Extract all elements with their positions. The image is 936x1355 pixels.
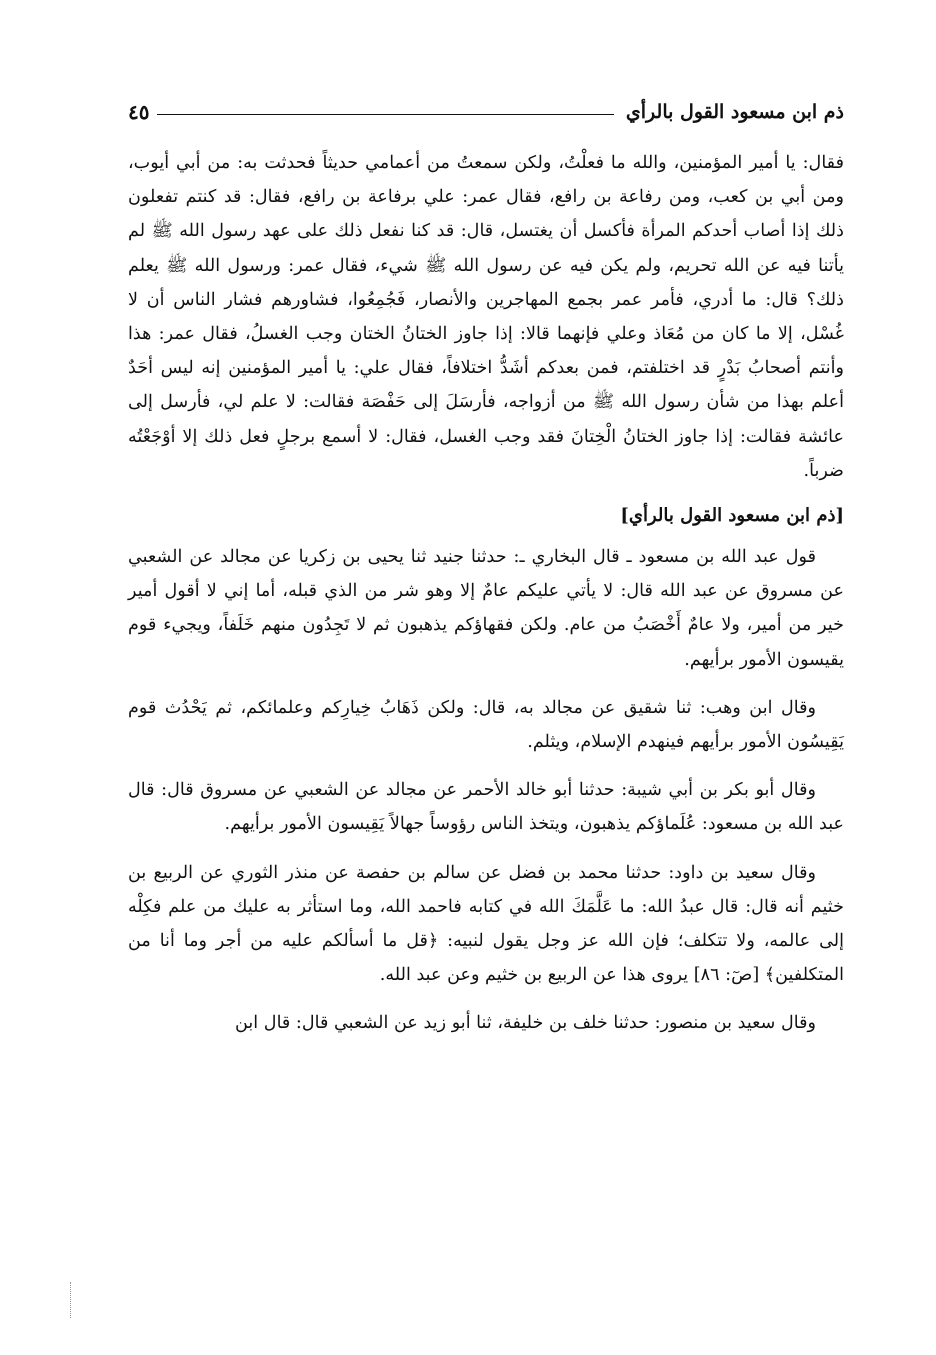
page-edge-mark: [70, 1282, 72, 1318]
running-title: ذم ابن مسعود القول بالرأي: [625, 101, 844, 123]
paragraph-4: وقال أبو بكر بن أبي شيبة: حدثنا أبو خالد الأحمر عن مجالد عن الشعبي عن مسروق قال: قال عبد الله بن مسعود: عُلَماؤكم يذهبون، ويتخذ الناس رؤوساً جهالاً يَقِيسون الأمور برأيهم.: [128, 780, 844, 835]
paragraph-6: وقال سعيد بن منصور: حدثنا خلف بن خليفة، ثنا أبو زيد عن الشعبي قال: قال ابن: [235, 1013, 816, 1034]
body-text: [128, 146, 844, 1041]
paragraph-1: فقال: يا أمير المؤمنين، والله ما فعلْتُ، ولكن سمعتُ من أعمامي حديثاً فحدثت به: من أبي أيوب، ومن أبي بن كعب، ومن رفاعة بن رافع، فقال عمر: علي برفاعة بن رافع، فقال: قد كنتم تفعلون ذلك إذا أصاب أحدكم المرأة فأكسل أن يغتسل، قال: قد كنا نفعل ذلك على عهد رسول الله ﷺ لم يأتنا فيه عن الله تحريم، ولم يكن فيه عن رسول الله ﷺ شيء، فقال عمر: ورسول الله ﷺ يعلم ذلك؟ قال: ما أدري، فأمر عمر بجمع المهاجرين والأنصار، فَجُمِعُوا، فشاورهم فشار الناس أن لا غُسْل، إلا ما كان من مُعَاذ وعلي فإنهما قالا: إذا جاوز الختانُ الختان وجب الغسلُ، فقال عمر: هذا وأنتم أصحابُ بَدْرٍ قد اختلفتم، فمن بعدكم أشَدُّ اختلافاً، فقال علي: يا أمير المؤمنين إنه ليس أحَدٌ أعلم بهذا من شأن رسول الله ﷺ من أزواجه، فأرسَلَ إلى حَفْصَة فقالت: لا علم لي، فأرسل إلى عائشة فقالت: إذا جاوز الختانُ الْخِتانَ فقد وجب الغسل، فقال: لا أسمع برجلٍ فعل ذلك إلا أوْجَعْتُه ضرباً.: [128, 153, 844, 481]
paragraph-5: وقال سعيد بن داود: حدثنا محمد بن فضل عن سالم بن حفصة عن منذر الثوري عن الربيع بن خثيم أنه قال: قال عبدُ الله: ما عَلَّمَكَ الله في كتابه فاحمد الله، وما استأثر به عليك من علم فكِلْه إلى عالمه، ولا تتكلف؛ فإن الله عز وجل يقول لنبيه: ﴿قل ما أسألكم عليه من أجر وما أنا من المتكلفين﴾ [صٓ: ٨٦] يروى هذا عن الربيع بن خثيم وعن عبد الله.: [128, 862, 844, 986]
running-header: [128, 94, 844, 130]
paragraph-2: قول عبد الله بن مسعود ـ قال البخاري ـ: حدثنا جنيد ثنا يحيى بن زكريا عن مجالد عن الشعبي عن مسروق عن عبد الله قال: لا يأتي عليكم عامٌ إلا وهو شر من الذي قبله، أما إني لا أقول أمير خير من أمير، ولا عامٌ أَخْصَبُ من عام. ولكن فقهاؤكم يذهبون ثم لا تَجِدُون منهم خَلَفاً، ويجيء قوم يقيسون الأمور برأيهم.: [128, 547, 844, 670]
paragraph-3: وقال ابن وهب: ثنا شقيق عن مجالد به، قال: ولكن ذَهَابُ خِيارِكم وعلمائكم، ثم يَحْدُث قوم يَقِيسُون الأمور برأيهم فينهدم الإسلام، ويثلم.: [128, 697, 844, 753]
header-rule: [157, 114, 613, 115]
page-number: ٤٥: [128, 100, 150, 124]
section-heading: [ذم ابن مسعود القول بالرأي]: [620, 505, 844, 527]
